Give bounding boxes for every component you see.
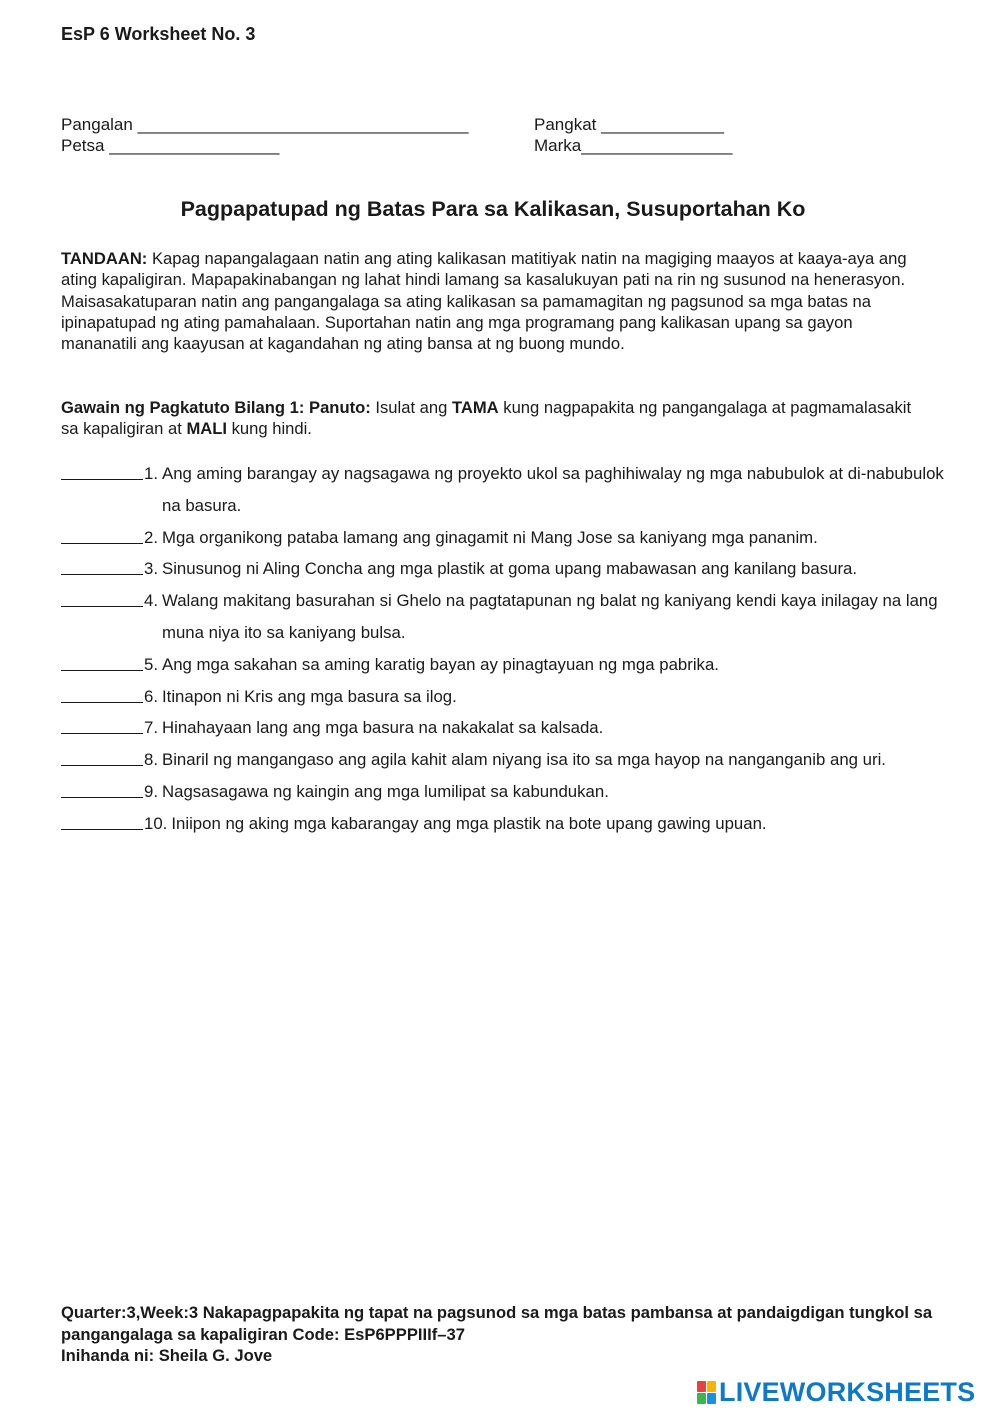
answer-blank[interactable] <box>61 712 143 734</box>
question-item <box>61 744 961 776</box>
logo-square <box>697 1393 706 1404</box>
question-text: Iniipon ng aking mga kabarangay ang mga plastik na bote upang gawing upuan. <box>171 813 767 833</box>
name-field[interactable]: Pangalan ___________________________________ <box>61 115 469 134</box>
page-title: Pagpapatupad ng Batas Para sa Kalikasan, Susuportahan Ko <box>180 197 806 221</box>
question-text: Hinahayaan lang ang mga basura na nakakalat sa kalsada. <box>162 718 604 738</box>
question-list <box>61 458 961 840</box>
answer-blank[interactable] <box>61 776 143 798</box>
tandaan-text: Kapag napangalagaan natin ang ating kalikasan matitiyak natin na magiging maayos at kaaya-aya ang ating kapaligiran. Mapapakinabangan ng lahat hindi lamang sa kasalukuyan pati na rin ng susunod na henerasyon. Maisasakatuparan natin ang pangangalaga sa ating kalikasan sa pamamagitan ng pagsunod sa mga batas na ipinapatupad ng ating pamahalaan. Suportahan natin ang mga programang pang kalikasan upang sa gayon mananatili ang kaayusan at kagandahan ng ating bansa at ng buong mundo. <box>61 249 907 354</box>
question-item <box>61 712 961 744</box>
answer-blank[interactable] <box>61 585 143 607</box>
question-text: Walang makitang basurahan si Ghelo na pagtatapunan ng balat ng kaniyang kendi kaya inilagay na lang muna niya ito sa kaniyang bulsa. <box>162 591 938 642</box>
footer <box>61 1302 961 1367</box>
logo-square <box>707 1381 716 1392</box>
question-text: Ang aming barangay ay nagsagawa ng proyekto ukol sa paghihiwalay ng mga nabubulok at di-nabubulok na basura. <box>162 464 944 515</box>
liveworksheets-logo-text: LIVEWORKSHEETS <box>719 1377 976 1407</box>
question-item <box>61 522 961 554</box>
instructions-text: Isulat ang <box>370 398 452 417</box>
answer-blank[interactable] <box>61 553 143 575</box>
liveworksheets-logo-icon <box>697 1381 716 1404</box>
question-text: Nagsasagawa ng kaingin ang mga lumilipat sa kabundukan. <box>162 781 609 801</box>
question-item <box>61 553 961 585</box>
question-number: 10. <box>144 813 168 833</box>
footer-author: Inihanda ni: Sheila G. Jove <box>61 1346 273 1365</box>
tandaan-label: TANDAAN: <box>61 249 148 268</box>
instructions-paragraph <box>61 397 931 440</box>
question-number: 1. <box>144 464 158 483</box>
instructions-text: kung nagpapakita ng pangangalaga at pagmamalasakit sa kapaligiran at <box>61 398 912 439</box>
answer-blank[interactable] <box>61 458 143 480</box>
tama-keyword: TAMA <box>451 398 499 417</box>
section-field[interactable]: Pangkat _____________ <box>534 115 725 134</box>
liveworksheets-logo <box>697 1377 975 1407</box>
date-field[interactable]: Petsa __________________ <box>61 136 280 155</box>
question-text: Itinapon ni Kris ang mga basura sa ilog. <box>162 686 457 706</box>
question-number: 7. <box>144 718 158 738</box>
question-text: Mga organikong pataba lamang ang ginagamit ni Mang Jose sa kaniyang mga pananim. <box>162 527 818 547</box>
instructions-text: kung hindi. <box>227 419 312 439</box>
question-text: Ang mga sakahan sa aming karatig bayan ay pinagtayuan ng mga pabrika. <box>162 654 719 674</box>
question-item <box>61 776 961 808</box>
question-item <box>61 649 961 681</box>
logo-square <box>707 1393 716 1404</box>
answer-blank[interactable] <box>61 522 143 544</box>
mali-keyword: MALI <box>186 419 228 439</box>
worksheet-header: EsP 6 Worksheet No. 3 <box>61 24 256 44</box>
score-field[interactable]: Marka________________ <box>534 136 733 155</box>
question-number: 6. <box>144 686 158 706</box>
question-number: 2. <box>144 527 158 547</box>
answer-blank[interactable] <box>61 681 143 703</box>
footer-competency: Quarter:3,Week:3 Nakapagpapakita ng tapat na pagsunod sa mga batas pambansa at pandaigdigan tungkol sa pangangalaga sa kapaligiran Code: EsP6PPPIIIf–37 <box>61 1303 933 1344</box>
question-number: 8. <box>144 750 158 770</box>
instructions-label: Gawain ng Pagkatuto Bilang 1: Panuto: <box>61 398 371 417</box>
question-item <box>61 585 961 649</box>
tandaan-paragraph <box>61 248 931 354</box>
logo-square <box>697 1381 706 1392</box>
answer-blank[interactable] <box>61 744 143 766</box>
answer-blank[interactable] <box>61 649 143 671</box>
question-number: 5. <box>144 654 158 674</box>
question-text: Sinusunog ni Aling Concha ang mga plastik at goma upang mabawasan ang kanilang basura. <box>162 559 858 579</box>
question-number: 3. <box>144 559 158 579</box>
question-item <box>61 808 961 840</box>
question-number: 9. <box>144 781 158 801</box>
question-number: 4. <box>144 591 158 611</box>
question-item <box>61 681 961 713</box>
question-item <box>61 458 961 522</box>
answer-blank[interactable] <box>61 808 143 830</box>
question-text: Binaril ng mangangaso ang agila kahit alam niyang isa ito sa mga hayop na nanganganib ang uri. <box>162 750 886 770</box>
